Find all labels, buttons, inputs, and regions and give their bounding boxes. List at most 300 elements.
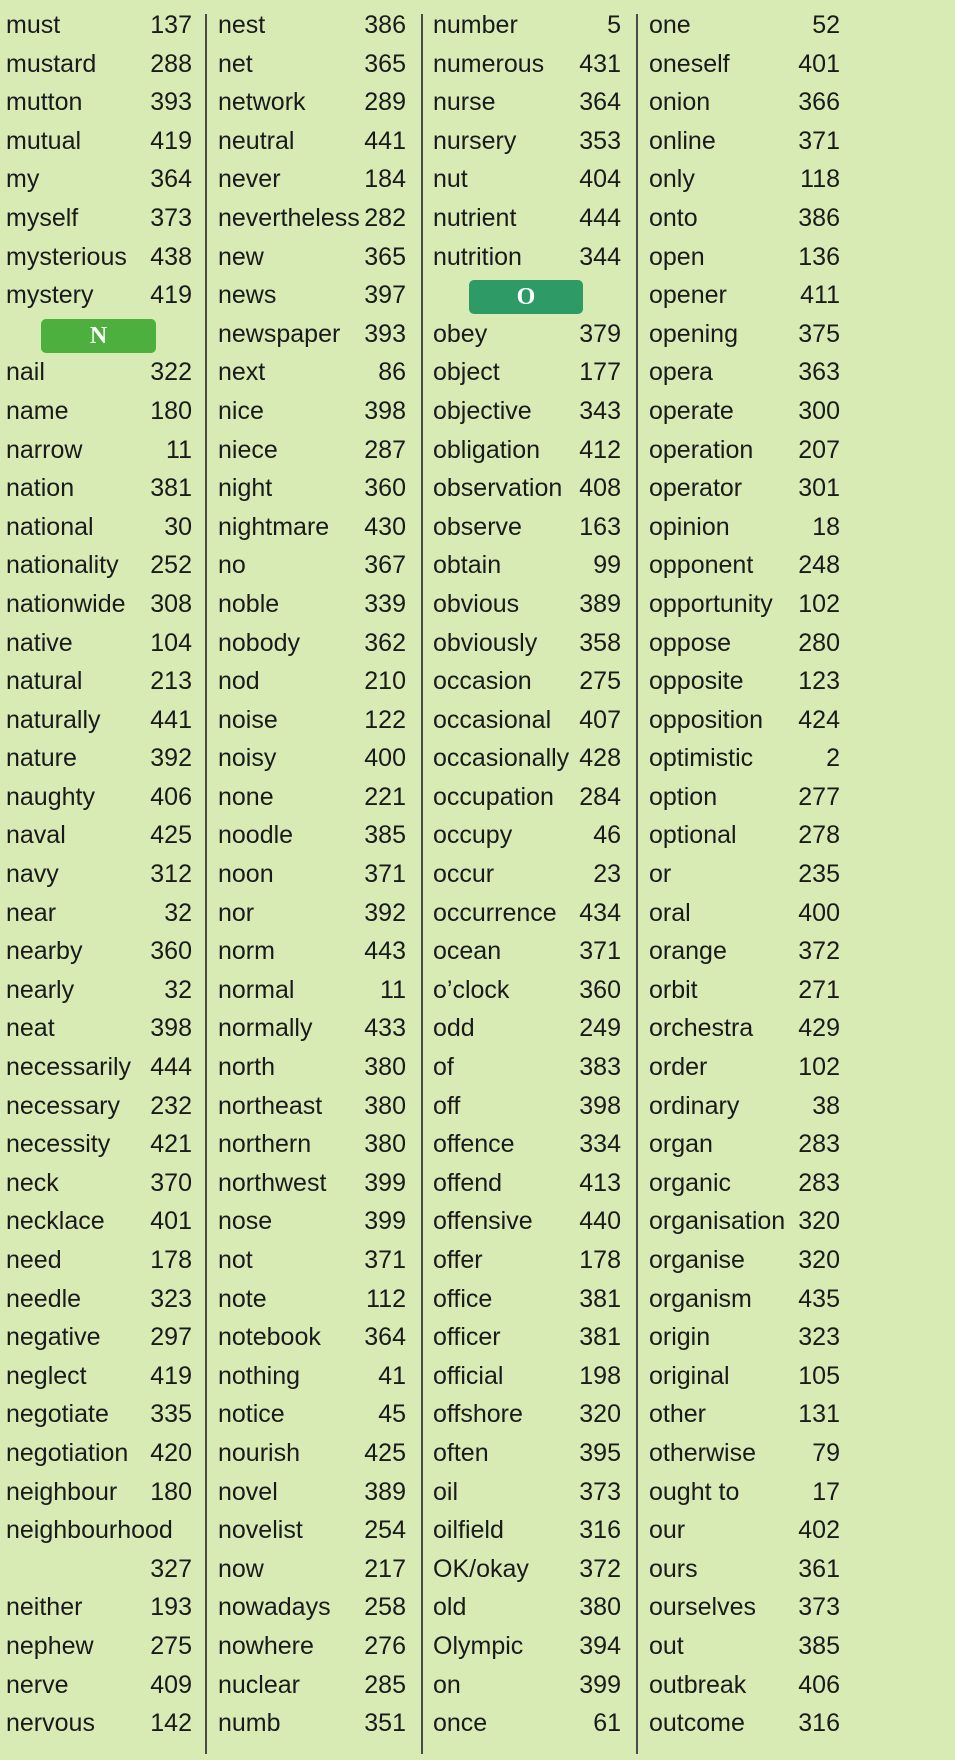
entry-word: oilfield (433, 1516, 504, 1545)
entry-page-number: 380 (364, 1130, 406, 1159)
index-entry (218, 392, 406, 431)
entry-word: out (649, 1631, 684, 1660)
entry-page-number: 402 (798, 1516, 840, 1545)
entry-word: night (218, 474, 273, 503)
entry-page-number: 397 (364, 281, 406, 310)
entry-page-number: 322 (150, 358, 192, 387)
entry-page-number: 339 (364, 589, 406, 618)
entry-word: mutton (6, 88, 83, 117)
index-entry (433, 1588, 621, 1627)
entry-word: neat (6, 1014, 55, 1043)
index-entry (433, 1125, 621, 1164)
entry-word: new (218, 242, 264, 271)
index-entry (649, 392, 840, 431)
index-entry (649, 1087, 840, 1126)
entry-word: normal (218, 975, 295, 1004)
entry-page-number: 284 (579, 782, 621, 811)
index-column-3 (433, 6, 621, 1743)
entry-page-number: 373 (579, 1477, 621, 1506)
index-entry (218, 122, 406, 161)
entry-word: normally (218, 1014, 313, 1043)
entry-word: organ (649, 1130, 713, 1159)
entry-word: naval (6, 821, 66, 850)
entry-word: occupation (433, 782, 554, 811)
entry-page-number: 142 (150, 1709, 192, 1738)
index-entry (6, 83, 192, 122)
index-entry (6, 469, 192, 508)
entry-page-number: 401 (798, 49, 840, 78)
index-entry (649, 1318, 840, 1357)
index-entry (433, 816, 621, 855)
index-entry (433, 1357, 621, 1396)
entry-word: net (218, 49, 253, 78)
entry-word: needle (6, 1284, 82, 1313)
entry-word: noodle (218, 821, 294, 850)
index-entry (218, 6, 406, 45)
entry-page-number: 440 (579, 1207, 621, 1236)
section-letter-badge: N (41, 319, 156, 353)
entry-page-number: 32 (164, 975, 192, 1004)
entry-page-number: 61 (593, 1709, 621, 1738)
index-entry (649, 1666, 840, 1705)
entry-word: occasionally (433, 744, 570, 773)
section-header-o (433, 276, 621, 315)
index-entry (6, 932, 192, 971)
entry-word: organism (649, 1284, 752, 1313)
entry-page-number: 360 (364, 474, 406, 503)
entry-word: mysterious (6, 242, 127, 271)
index-entry (433, 83, 621, 122)
entry-word: nearby (6, 937, 83, 966)
entry-page-number: 411 (800, 281, 840, 310)
entry-page-number: 254 (364, 1516, 406, 1545)
entry-word: nationwide (6, 589, 126, 618)
index-entry (6, 6, 192, 45)
entry-page-number: 419 (150, 1361, 192, 1390)
entry-page-number: 30 (164, 512, 192, 541)
entry-word: oil (433, 1477, 459, 1506)
entry-word: nephew (6, 1631, 94, 1660)
entry-page-number: 323 (150, 1284, 192, 1313)
entry-page-number: 371 (364, 860, 406, 889)
entry-page-number: 177 (579, 358, 621, 387)
entry-word: nature (6, 744, 77, 773)
entry-word: organisation (649, 1207, 786, 1236)
index-entry (433, 1395, 621, 1434)
entry-word: none (218, 782, 274, 811)
index-entry (218, 624, 406, 663)
entry-word: northern (218, 1130, 312, 1159)
index-entry (433, 1048, 621, 1087)
entry-page-number: 99 (593, 551, 621, 580)
entry-page-number: 178 (150, 1246, 192, 1274)
entry-word: obligation (433, 435, 541, 464)
entry-page-number: 248 (798, 551, 840, 580)
entry-word: numb (218, 1709, 281, 1738)
index-entry (433, 431, 621, 470)
entry-page-number: 312 (150, 860, 192, 889)
index-entry (218, 1434, 406, 1473)
entry-page-number: 389 (364, 1477, 406, 1506)
entry-page-number: 419 (150, 281, 192, 310)
index-entry (6, 662, 192, 701)
entry-page-number: 289 (364, 88, 406, 117)
entry-word: or (649, 860, 672, 889)
index-entry (433, 894, 621, 933)
index-entry (6, 1473, 192, 1512)
entry-word: necessarily (6, 1053, 132, 1082)
entry-page-number: 11 (166, 435, 192, 464)
index-entry (433, 1241, 621, 1280)
entry-page-number: 232 (150, 1091, 192, 1120)
entry-page-number: 198 (579, 1361, 621, 1390)
entry-word: neither (6, 1593, 83, 1622)
entry-page-number: 297 (150, 1323, 192, 1352)
index-entry (433, 1280, 621, 1319)
entry-word: opponent (649, 551, 754, 580)
entry-page-number: 364 (579, 88, 621, 117)
entry-page-number: 360 (579, 975, 621, 1004)
entry-page-number: 398 (150, 1014, 192, 1043)
entry-page-number: 372 (579, 1554, 621, 1583)
entry-word: nowadays (218, 1593, 331, 1622)
entry-word: offensive (433, 1207, 533, 1236)
entry-page-number: 320 (579, 1400, 621, 1429)
entry-word: narrow (6, 435, 83, 464)
index-entry (433, 855, 621, 894)
entry-word: note (218, 1284, 267, 1313)
entry-page-number: 275 (579, 667, 621, 696)
entry-word: ordinary (649, 1091, 740, 1120)
index-entry (649, 238, 840, 277)
entry-page-number: 443 (364, 937, 406, 966)
entry-page-number: 163 (579, 512, 621, 541)
entry-page-number: 288 (150, 49, 192, 78)
entry-page-number: 105 (798, 1361, 840, 1390)
entry-word: optimistic (649, 744, 754, 773)
entry-word: noise (218, 705, 278, 734)
index-entry (649, 1280, 840, 1319)
entry-page-number: 380 (579, 1593, 621, 1622)
index-entry (649, 508, 840, 547)
entry-page-number: 102 (798, 589, 840, 618)
index-entry (218, 315, 406, 354)
index-entry (433, 199, 621, 238)
entry-page-number: 334 (579, 1130, 621, 1159)
entry-page-number: 285 (364, 1670, 406, 1699)
index-entry (6, 701, 192, 740)
entry-page-number: 5 (607, 11, 621, 39)
entry-word: noisy (218, 744, 277, 773)
index-entry (218, 1164, 406, 1203)
entry-word: native (6, 628, 73, 657)
index-entry (433, 546, 621, 585)
entry-page-number: 213 (150, 667, 192, 696)
entry-page-number: 429 (798, 1014, 840, 1043)
index-column-2 (218, 6, 406, 1743)
entry-page-number: 364 (150, 165, 192, 194)
index-entry (218, 662, 406, 701)
entry-word: nothing (218, 1361, 301, 1390)
entry-page-number: 380 (364, 1053, 406, 1082)
index-entry (433, 1318, 621, 1357)
entry-word: nightmare (218, 512, 330, 541)
entry-word: offer (433, 1246, 483, 1274)
index-entry (6, 816, 192, 855)
entry-word: oppose (649, 628, 732, 657)
index-entry (433, 1627, 621, 1666)
entry-page-number: 136 (798, 242, 840, 271)
index-entry (649, 469, 840, 508)
entry-page-number: 399 (579, 1670, 621, 1699)
entry-page-number: 385 (798, 1631, 840, 1660)
index-entry (649, 160, 840, 199)
entry-page-number: 184 (364, 165, 406, 194)
index-entry (6, 894, 192, 933)
entry-word: neighbourhood (6, 1516, 173, 1545)
index-entry (433, 1087, 621, 1126)
entry-page-number: 17 (812, 1477, 840, 1506)
entry-word: occupy (433, 821, 513, 850)
index-entry (649, 83, 840, 122)
entry-word: next (218, 358, 266, 387)
index-entry (6, 1164, 192, 1203)
entry-word: network (218, 88, 306, 117)
index-entry (649, 1164, 840, 1203)
entry-word: onto (649, 203, 698, 232)
entry-page-number: 282 (364, 203, 406, 232)
index-entry (649, 1357, 840, 1396)
entry-page-number: 420 (150, 1438, 192, 1467)
entry-page-number: 278 (798, 821, 840, 850)
index-entry (218, 546, 406, 585)
entry-word: necessity (6, 1130, 111, 1159)
index-entry (218, 1048, 406, 1087)
entry-page-number: 370 (150, 1168, 192, 1197)
index-entry (649, 276, 840, 315)
index-entry (433, 508, 621, 547)
index-entry (218, 1357, 406, 1396)
entry-word: no (218, 551, 246, 580)
entry-word: operator (649, 474, 743, 503)
entry-page-number: 207 (798, 435, 840, 464)
index-entry (218, 1280, 406, 1319)
entry-word: nice (218, 396, 264, 425)
entry-page-number: 122 (364, 705, 406, 734)
entry-page-number: 386 (798, 203, 840, 232)
entry-word: near (6, 898, 57, 927)
column-divider (421, 14, 423, 1754)
entry-page-number: 408 (579, 474, 621, 503)
entry-word: naturally (6, 705, 101, 734)
entry-page-number: 389 (579, 589, 621, 618)
index-entry (6, 431, 192, 470)
index-entry (218, 1550, 406, 1589)
entry-page-number: 301 (798, 474, 840, 503)
entry-word: observation (433, 474, 563, 503)
entry-page-number: 79 (812, 1438, 840, 1467)
entry-page-number: 112 (366, 1284, 406, 1313)
index-entry (6, 1125, 192, 1164)
index-entry (433, 1434, 621, 1473)
entry-word: mustard (6, 49, 97, 78)
entry-word: one (649, 11, 691, 39)
entry-word: otherwise (649, 1438, 756, 1467)
entry-word: once (433, 1709, 488, 1738)
entry-page-number: 358 (579, 628, 621, 657)
entry-word: orbit (649, 975, 698, 1004)
entry-word: newspaper (218, 319, 341, 348)
entry-word: origin (649, 1323, 711, 1352)
entry-page-number: 249 (579, 1014, 621, 1043)
entry-page-number: 86 (378, 358, 406, 387)
index-entry (649, 199, 840, 238)
entry-page-number: 118 (800, 165, 840, 194)
index-entry (6, 546, 192, 585)
entry-word: nervous (6, 1709, 95, 1738)
entry-page-number: 372 (798, 937, 840, 966)
entry-word: nevertheless (218, 203, 360, 232)
entry-word: original (649, 1361, 730, 1390)
index-entry (6, 1357, 192, 1396)
entry-word: nutrient (433, 203, 517, 232)
entry-page-number: 316 (798, 1709, 840, 1738)
entry-word: nerve (6, 1670, 69, 1699)
entry-page-number: 363 (798, 358, 840, 387)
entry-page-number: 323 (798, 1323, 840, 1352)
entry-page-number: 393 (150, 88, 192, 117)
entry-word: ourselves (649, 1593, 756, 1622)
index-entry (6, 1087, 192, 1126)
index-entry (218, 1704, 406, 1743)
index-entry (649, 1202, 840, 1241)
entry-word: navy (6, 860, 59, 889)
entry-word: nurse (433, 88, 496, 117)
entry-page-number: 45 (378, 1400, 406, 1429)
entry-word: my (6, 165, 40, 194)
entry-page-number: 360 (150, 937, 192, 966)
index-entry (6, 199, 192, 238)
entry-page-number: 11 (380, 975, 406, 1004)
entry-word: opera (649, 358, 713, 387)
entry-page-number: 379 (579, 319, 621, 348)
index-entry (6, 778, 192, 817)
entry-word: oneself (649, 49, 730, 78)
entry-word: neck (6, 1168, 59, 1197)
index-entry (433, 701, 621, 740)
entry-page-number: 361 (798, 1554, 840, 1583)
entry-page-number: 287 (364, 435, 406, 464)
entry-page-number: 364 (364, 1323, 406, 1352)
entry-word: necessary (6, 1091, 120, 1120)
entry-word: now (218, 1554, 264, 1583)
entry-page-number: 52 (812, 11, 840, 39)
index-entry (6, 1395, 192, 1434)
index-entry (649, 1473, 840, 1512)
index-entry (433, 778, 621, 817)
index-entry (433, 469, 621, 508)
entry-page-number: 385 (364, 821, 406, 850)
entry-word: nobody (218, 628, 301, 657)
entry-page-number: 316 (579, 1516, 621, 1545)
entry-page-number: 400 (364, 744, 406, 773)
entry-word: myself (6, 203, 79, 232)
entry-page-number: 400 (798, 898, 840, 927)
index-entry (6, 238, 192, 277)
index-entry (433, 624, 621, 663)
entry-page-number: 367 (364, 551, 406, 580)
entry-word: occur (433, 860, 495, 889)
entry-page-number: 365 (364, 49, 406, 78)
index-entry (649, 353, 840, 392)
index-column-4 (649, 6, 840, 1743)
index-entry (6, 508, 192, 547)
entry-page-number: 444 (150, 1053, 192, 1082)
entry-word: opinion (649, 512, 730, 541)
entry-word: nut (433, 165, 468, 194)
entry-page-number: 362 (364, 628, 406, 657)
index-entry (649, 739, 840, 778)
entry-word: must (6, 11, 61, 39)
entry-word: nation (6, 474, 75, 503)
entry-page-number: 252 (150, 551, 192, 580)
entry-page-number: 351 (364, 1709, 406, 1738)
index-entry (6, 353, 192, 392)
entry-word: order (649, 1053, 708, 1082)
entry-page-number: 381 (150, 474, 192, 503)
index-entry (218, 1318, 406, 1357)
entry-word: noble (218, 589, 280, 618)
entry-word: naughty (6, 782, 95, 811)
entry-word: occurrence (433, 898, 557, 927)
index-entry (649, 1241, 840, 1280)
entry-page-number: 280 (798, 628, 840, 657)
index-entry (433, 971, 621, 1010)
entry-page-number: 421 (150, 1130, 192, 1159)
entry-word: online (649, 126, 716, 155)
index-entry (218, 932, 406, 971)
entry-page-number: 343 (579, 396, 621, 425)
entry-word: mystery (6, 281, 94, 310)
entry-word: ours (649, 1554, 698, 1583)
entry-page-number: 271 (798, 975, 840, 1004)
entry-word: nest (218, 11, 266, 39)
index-entry (218, 160, 406, 199)
entry-word: o’clock (433, 975, 510, 1004)
index-entry (433, 1202, 621, 1241)
entry-page-number: 193 (150, 1593, 192, 1622)
index-entry (649, 45, 840, 84)
entry-word: our (649, 1516, 686, 1545)
entry-page-number: 221 (364, 782, 406, 811)
entry-word: occasional (433, 705, 552, 734)
entry-page-number: 441 (364, 126, 406, 155)
entry-word: nor (218, 898, 255, 927)
entry-word: news (218, 281, 277, 310)
entry-word: orchestra (649, 1014, 754, 1043)
index-entry (218, 1473, 406, 1512)
entry-page-number: 399 (364, 1207, 406, 1236)
index-entry (218, 739, 406, 778)
index-entry (218, 1627, 406, 1666)
entry-page-number: 434 (579, 898, 621, 927)
entry-word: mutual (6, 126, 82, 155)
section-letter-badge: O (469, 280, 583, 314)
entry-word: outcome (649, 1709, 745, 1738)
entry-word: natural (6, 667, 83, 696)
entry-word: need (6, 1246, 62, 1274)
entry-page-number: 41 (378, 1361, 406, 1390)
